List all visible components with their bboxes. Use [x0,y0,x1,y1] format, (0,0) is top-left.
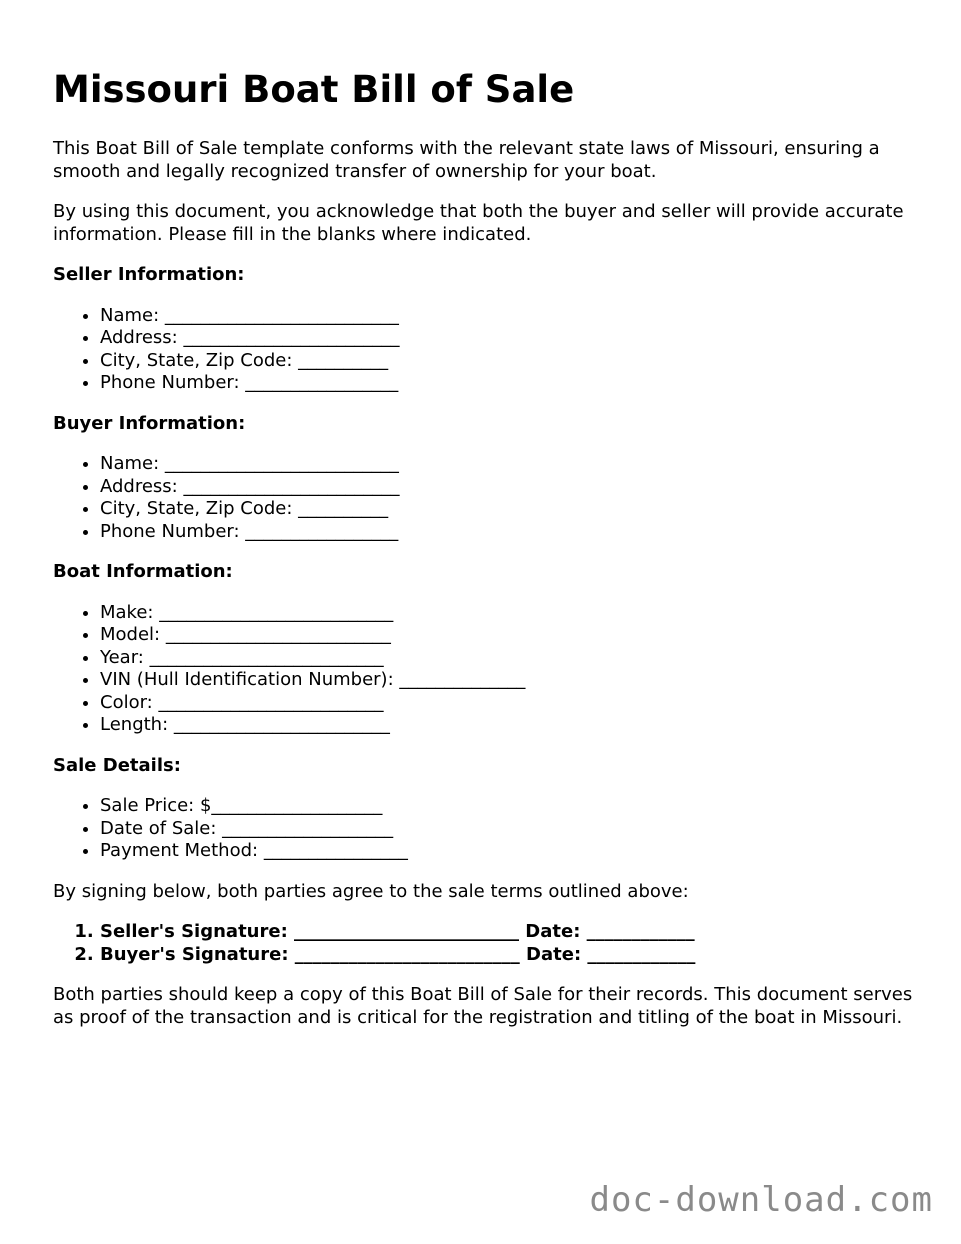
signing-intro: By signing below, both parties agree to the sale terms outlined above: [53,880,689,902]
seller-signature-line: 1. Seller's Signature: _________________________ Date: ____________ [100,921,913,944]
closing-paragraph: Both parties should keep a copy of this Boat Bill of Sale for their records. This document serves as proof of the transaction and is critical for the registration and titling of the boat in Missouri. [53,984,913,1028]
buyer-heading: Buyer Information: [53,412,246,434]
seller-city-state-zip-field: • City, State, Zip Code: __________ [100,350,913,373]
buyer-phone-field: • Phone Number: _________________ [100,521,913,544]
document-title: Missouri Boat Bill of Sale [53,68,575,111]
intro-paragraph-2: By using this document, you acknowledge that both the buyer and seller will provide accurate information. Please fill in the blanks where indicated. [53,201,904,245]
watermark: doc-download.com [589,1180,933,1220]
sale-price-field: • Sale Price: $___________________ [100,795,913,818]
sale-date-field: • Date of Sale: ___________________ [100,818,913,841]
payment-method-field: • Payment Method: ________________ [100,840,913,863]
buyer-name-field: • Name: __________________________ [100,453,913,476]
boat-list [53,602,913,737]
boat-make-field: • Make: __________________________ [100,602,913,625]
sale-heading: Sale Details: [53,754,181,776]
seller-address-field: • Address: ________________________ [100,327,913,350]
buyer-city-state-zip-field: • City, State, Zip Code: __________ [100,498,913,521]
boat-length-field: • Length: ________________________ [100,714,913,737]
boat-color-field: • Color: _________________________ [100,692,913,715]
boat-model-field: • Model: _________________________ [100,624,913,647]
boat-year-field: • Year: __________________________ [100,647,913,670]
seller-list [53,305,913,395]
buyer-signature-line: 2. Buyer's Signature: _________________________ Date: ____________ [100,944,913,967]
sale-list [53,795,913,863]
signature-list [53,921,913,966]
document [53,64,913,1047]
seller-phone-field: • Phone Number: _________________ [100,372,913,395]
buyer-address-field: • Address: ________________________ [100,476,913,499]
boat-vin-field: • VIN (Hull Identification Number): ______________ [100,669,913,692]
intro-paragraph-1: This Boat Bill of Sale template conforms with the relevant state laws of Missouri, ensuring a smooth and legally recognized transfer of ownership for your boat. [53,138,880,182]
seller-heading: Seller Information: [53,264,245,285]
boat-heading: Boat Information: [53,561,233,582]
buyer-list [53,453,913,543]
seller-name-field: • Name: __________________________ [100,305,913,328]
